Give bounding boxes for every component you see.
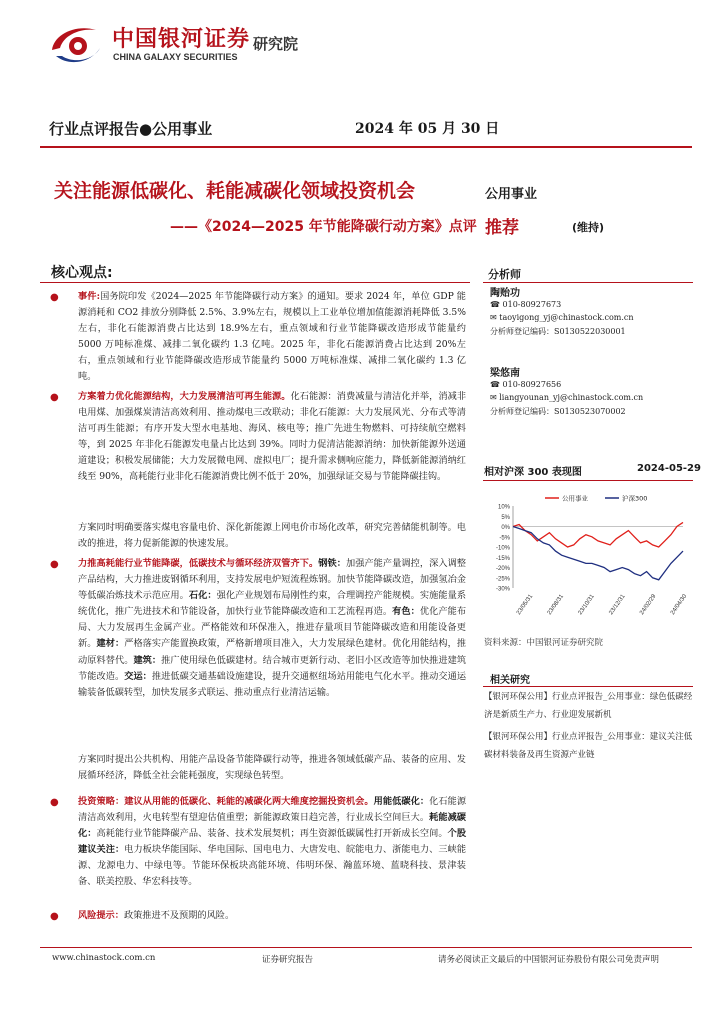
y-tick-label: 10% [497,504,510,511]
analyst-phone: ☎ 010-80927656 [490,380,562,389]
y-tick-label: 0% [501,525,510,531]
analyst-name: 陶贻功 [490,288,520,299]
chart-title: 相对沪深 300 表现图 [484,467,582,478]
chart-source: 资料来源：中国银河证券研究院 [484,638,604,648]
legend-label: 公用事业 [562,494,588,503]
paragraph-risk: 风险提示：政策推进不及预期的风险。 [78,910,235,921]
logo-department: 研究院 [253,35,299,53]
x-tick-label: 23/12/31 [608,593,627,617]
y-tick-label: -10% [495,545,510,552]
paragraph-energy-structure: 方案着力优化能源结构，大力发展清洁可再生能源。化石能源：消费减量与清洁化并举，消减非电用煤、加强煤炭清洁高效利用、推动煤电三改联动；非化石能源：大力发展风光、分布式等清洁可再生能源；有序开发大型水电基地、海风、核电等；推广先进生物燃料、可持续航空燃料等，到 2025 年非化石能源发电量占比达到 39%。同时力促清洁能源消纳：加快新能源外送通道建设；积极发展储能；大力发展微电网、虚拟电厂；提升需求侧响应能力，降低新能源消纳红线至 90%，高耗能行业非化石能源消费比例不低于 20%，加强绿证交易与节能降碳挂钩。 [78,391,467,483]
paragraph-event: 事件:国务院印发《2024—2025 年节能降碳行动方案》的通知。要求 2024 年，单位 GDP 能源消耗和 CO2 排放分别降低 2.5%、3.9%左右，规模以上工业单位增加值能源消耗降低 3.5%左右，非化石能源消费占比达到 18.9%左右，重点领域和行业节能降碳改造形成节能量约 5000 万吨标准煤、减排二氧化碳约 1.3 亿吨。2025 年，非化石能源消费占比达到 20%左右，重点领域和行业节能降碳改造形成节能量约 5000 万吨标准煤、减排二氧化碳约 1.3 亿吨。 [78,291,466,383]
email-icon: ✉ [490,313,497,322]
x-tick-label: 23/10/31 [577,593,596,617]
analyst-email[interactable]: ✉ taoyigong_yj@chinastock.com.cn [490,313,634,322]
series-line [513,522,683,547]
analyst-registration: 分析师登记编码：S0130522030001 [490,327,626,336]
related-heading: 相关研究 [490,675,530,686]
report-subtitle: ——《2024—2025 年节能降碳行动方案》点评 [170,219,477,235]
x-tick-label: 24/02/29 [639,593,658,617]
related-divider [483,686,693,687]
x-tick-label: 23/08/31 [546,593,566,617]
footer-divider [40,947,692,948]
analyst-email[interactable]: ✉ liangyounan_yj@chinastock.com.cn [490,393,644,402]
y-tick-label: -15% [495,555,510,562]
analyst-phone: ☎ 010-80927673 [490,300,562,309]
footer-disclaimer: 请务必阅读正文最后的中国银河证券股份有限公司免责声明 [438,955,660,965]
footer-website[interactable]: www.chinastock.com.cn [52,953,156,963]
analyst-heading: 分析师 [488,268,521,281]
performance-chart [483,490,693,630]
bullet-icon: ● [50,559,59,570]
report-type: 行业点评报告●公用事业 [49,120,213,138]
bullet-icon: ● [50,797,59,808]
chart-divider [483,480,693,481]
x-tick-label: 23/05/31 [515,593,535,617]
core-divider [40,282,470,283]
analyst-divider [483,282,693,283]
paragraph-public-institutions: 方案同时提出公共机构、用能产品设备节能降碳行动等，推进各领域低碳产品、装备的应用、发展循环经济，降低全社会能耗强度，实现绿色转型。 [78,754,466,782]
related-report-link[interactable]: 【银河环保公用】行业点评报告_公用事业：绿色低碳经济是新质生产力、行业迎发展新机 [484,692,693,720]
y-tick-label: -25% [495,576,510,583]
rating-label: 推荐 [485,218,519,238]
header-divider [40,146,692,148]
y-tick-label: -5% [499,535,510,542]
y-tick-label: -20% [495,566,510,572]
paragraph-power-reform: 方案同时明确要落实煤电容量电价、深化新能源上网电价市场化改革，研究完善储能机制等。电改的推进，将力促新能源的快速发展。 [78,522,466,550]
core-heading: 核心观点: [51,265,113,281]
phone-icon: ☎ [490,380,500,389]
analyst-name: 梁悠南 [490,368,520,379]
y-tick-label: 5% [501,514,510,521]
legend-label: 沪深300 [622,494,648,503]
analyst-registration: 分析师登记编码：S0130523070002 [490,407,626,416]
phone-icon: ☎ [490,300,500,309]
report-title: 关注能源低碳化、耗能减碳化领域投资机会 [54,180,416,202]
chart-date: 2024-05-29 [637,463,701,474]
logo-text-en: CHINA GALAXY SECURITIES [113,52,238,62]
bullet-icon: ● [50,392,59,403]
logo-text-cn: 中国银河证券 [112,27,251,52]
sector-label: 公用事业 [485,187,538,202]
report-date: 2024 年 05 月 30 日 [355,121,500,137]
email-icon: ✉ [490,393,497,402]
bullet-icon: ● [50,292,59,303]
y-tick-label: -30% [495,586,510,593]
related-report-link[interactable]: 【银河环保公用】行业点评报告_公用事业：建议关注低碳材料装备及再生资源产业链 [484,732,693,760]
x-tick-label: 24/04/30 [669,593,689,617]
footer-report-type: 证券研究报告 [262,955,314,965]
paragraph-strategy: 投资策略：建议从用能的低碳化、耗能的减碳化两大维度挖掘投资机会。用能低碳化：化石能源清洁高效利用，火电转型有望迎估值重塑；新能源政策日趋完善，行业成长空间巨大。耗能减碳化：高耗能行业节能降碳产品、装备、技术发展契机；再生资源低碳属性打开新成长空间。个股建议关注：电力板块华能国际、华电国际、国电电力、大唐发电、皖能电力、浙能电力、三峡能源、龙源电力、中绿电等。节能环保板块高能环境、伟明环保、瀚蓝环境、蓝晓科技、景津装备、联美控股、华宏科技等。 [78,796,467,888]
bullet-icon: ● [50,911,59,922]
rating-note: (维持) [572,221,605,234]
galaxy-logo-icon [46,20,104,70]
series-line [513,527,683,580]
paragraph-industries: 力推高耗能行业节能降碳，低碳技术与循环经济双管齐下。钢铁：加强产能产量调控，深入调整产品结构，大力推进废钢循环利用，支持发展电炉短流程炼钢。加快节能降碳改造，加强氢冶金等低碳冶炼技术示范应用。石化：强化产业规划布局刚性约束，合理调控产能规模。实施能量系统优化，推广先进技术和节能设备，加快行业节能降碳改造和工艺流程再造。有色：优化产能布局、大力发展再生金属产业。严格能效和环保准入，推进存量项目节能降碳改造和用能设备更新。建材：严格落实产能置换政策，严格新增项目准入，大力发展绿色建材。优化用能结构，推动原料替代。建筑：推广使用绿色低碳建材。结合城市更新行动、老旧小区改造等加快推进建筑节能改造。交运：推进低碳交通基础设施建设，提升交通枢纽场站用能电气化水平。推动交通运输装备低碳转型，加快发展多式联运、推动重点行业清洁运输。 [78,558,467,698]
